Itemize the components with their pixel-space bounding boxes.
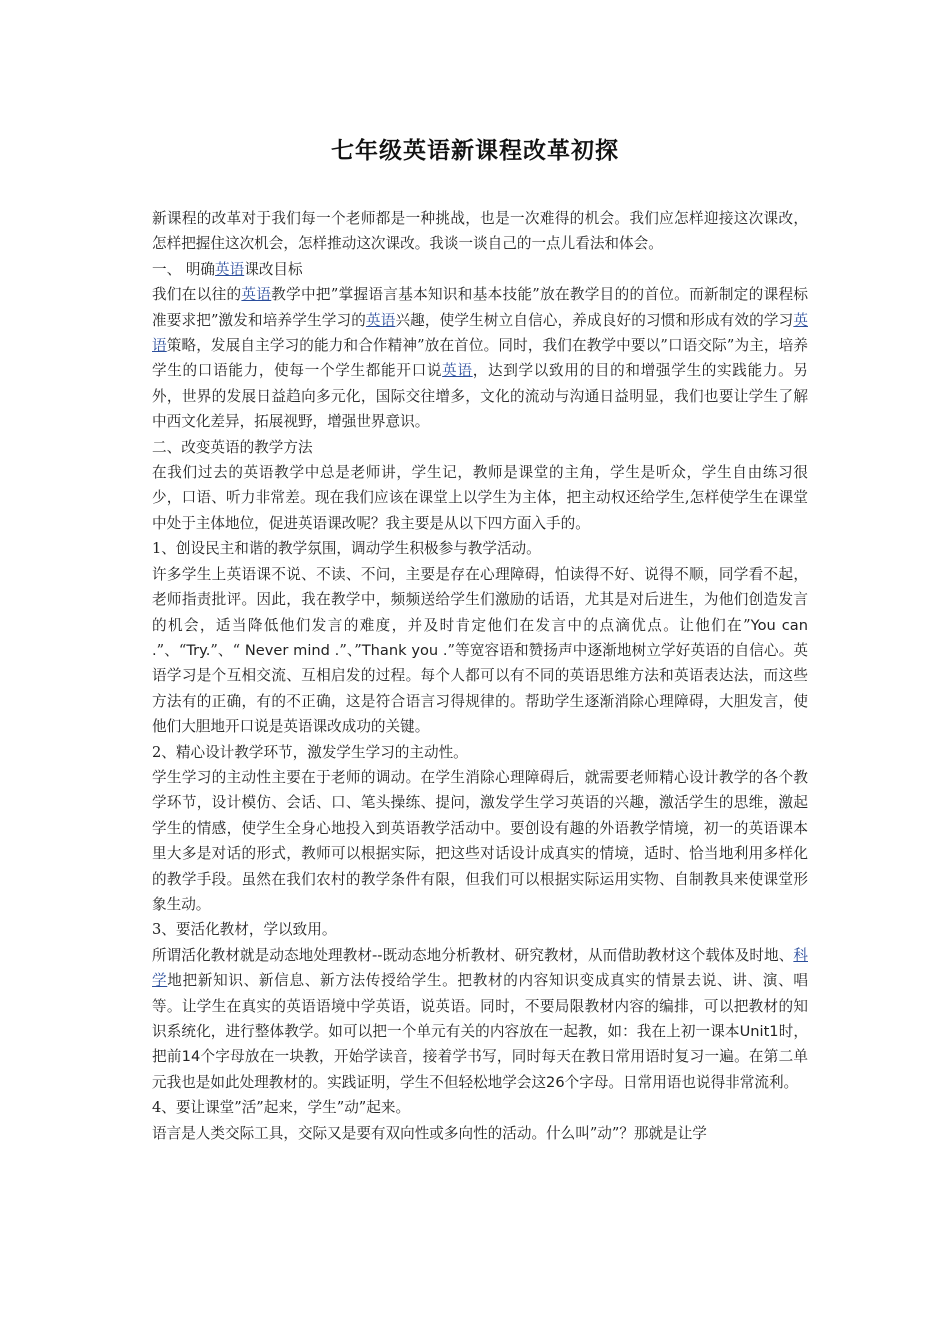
paragraph-atmosphere: [152, 562, 808, 740]
subheading-1: 1、创设民主和谐的教学氛围，调动学生积极参与教学活动。: [152, 540, 541, 558]
text-span: 兴趣，使学生树立自信心，养成良好的习惯和形成有效的学习: [395, 311, 794, 329]
link-english[interactable]: 英语: [365, 311, 396, 329]
section-heading-2: 二、改变英语的教学方法: [152, 438, 313, 456]
english-phrase: You can .: [152, 616, 809, 659]
paragraph-goals: [152, 282, 808, 434]
text-span: 策略，发展自主学习的能力和合作精神”放在首位。同时，我们在教学中要以”口语交际”为主，培养学生的口语能力，使每一个学生都能开口说: [152, 337, 808, 380]
english-phrase: Thank you .: [361, 641, 448, 659]
subheading-2: 2、精心设计教学环节，激发学生学习的主动性。: [152, 743, 468, 761]
link-english[interactable]: 英语: [442, 362, 473, 380]
text-span: ”、“: [210, 641, 245, 659]
link-english[interactable]: 英语: [152, 311, 808, 355]
number-text: 26: [546, 1073, 565, 1091]
text-span: ”、“: [156, 641, 187, 659]
section-heading-1: [152, 257, 808, 282]
section-heading-1-prefix: 一、 明确: [152, 260, 216, 278]
document-title: 七年级英语新课程改革初探: [331, 137, 619, 164]
number-text: 14: [181, 1048, 201, 1066]
text-span: 个字母。日常用语也说得非常流利。: [564, 1073, 799, 1091]
text-span: 时，把前: [152, 1023, 808, 1066]
text-span: 既动态地分析教材、研究教材，从而借助教材这个载体及时地、: [382, 946, 794, 964]
text-span: 许多学生上英语课不说、不读、不问，主要是存在心理障碍，怕读得不好、说得不顺，同学看不起，老师指责批评。因此，我在教学中，频频送给学生们激励的话语，尤其是对后进生，为他们创造发言的机会，适当降低他们发言的难度，并及时肯定他们在发言中的点滴优点。让他们在”: [152, 565, 808, 634]
dash-text: --: [372, 946, 383, 964]
english-phrase: Unit1: [739, 1023, 779, 1040]
text-span: 个字母放在一块教，开始学读音，接着学书写，同时每天在教日常用语时复习一遍。在第二单元我也是如此处理教材的。实践证明，学生不但轻松地学会这: [152, 1048, 808, 1091]
link-english[interactable]: 英语: [215, 260, 245, 278]
subheading-3: 3、要活化教材，学以致用。: [152, 921, 337, 939]
paragraph-design: 学生学习的主动性主要在于老师的调动。在学生消除心理障碍后，就需要老师精心设计教学的各个教学环节，设计模仿、会话、口、笔头操练、提问，激发学生学习英语的兴趣，激活学生的思维，激起学生的情感，使学生全身心地投入到英语教学活动中。要创设有趣的外语教学情境，初一的英语课本里大多是对话的形式，教师可以根据实际，把这些对话设计成真实的情境，适时、恰当地利用多样化的教学手段。虽然在我们农村的教学条件有限，但我们可以根据实际运用实物、自制教具来使课堂形象生动。: [152, 768, 808, 913]
paragraph-materials: [152, 943, 808, 1095]
english-phrase: Never mind .: [244, 641, 340, 659]
text-span: 地把新知识、新信息、新方法传授给学生。把教材的内容知识变成真实的情景去说、讲、演、唱等。让学生在真实的英语语境中学英语，说英语。同时，不要局限教材内容的编排，可以把教材的知识系统化，进行整体教学。如可以把一个单元有关的内容放在一起教，如：我在上初一课本: [152, 972, 808, 1040]
text-span: 教学中把”掌握语言基本知识和基本技能”放在教学目的的首位。而新制定的课程标准要求把”激发和培养学生学习的: [152, 286, 808, 329]
text-span: ，达到学以致用的目的和增强学生的实践能力。另外，世界的发展日益趋向多元化，国际交往增多，文化的流动与沟通日益明显，我们也要让学生了解中西文化差异，拓展视野，增强世界意识。: [152, 362, 808, 431]
section-heading-1-suffix: 课改目标: [244, 260, 303, 278]
document-body: [152, 206, 808, 1146]
text-span: ”、”: [339, 641, 362, 659]
intro-paragraph: 新课程的改革对于我们每一个老师都是一种挑战，也是一次难得的机会。我们应怎样迎接这次课改，怎样把握住这次机会，怎样推动这次课改。我谈一谈自己的一点儿看法和体会。: [152, 210, 808, 253]
link-english[interactable]: 英语: [241, 286, 272, 304]
text-span: 我们在以往的: [152, 286, 242, 304]
link-science[interactable]: 科学: [152, 946, 808, 990]
paragraph-active-class: 语言是人类交际工具，交际又是要有双向性或多向性的活动。什么叫”动”？那就是让学: [152, 1124, 707, 1142]
text-span: ”等宽容语和赞扬声中逐渐地树立学好英语的自信心。英语学习是个互相交流、互相启发的过程。每个人都可以有不同的英语思维方法和英语表达法，而这些方法有的正确，有的不正确，这是符合语言习得规律的。帮助学生逐渐消除心理障碍，大胆发言，使他们大胆地开口说是英语课改成功的关键。: [152, 641, 809, 736]
english-phrase: Try.: [186, 641, 211, 659]
text-span: 所谓活化教材就是动态地处理教材: [152, 946, 373, 964]
subheading-4: 4、要让课堂”活”起来，学生”动”起来。: [152, 1099, 411, 1117]
paragraph-methods: 在我们过去的英语教学中总是老师讲，学生记，教师是课堂的主角，学生是听众，学生自由练习很少，口语、听力非常差。现在我们应该在课堂上以学生为主体，把主动权还给学生,怎样使学生在课堂中处于主体地位，促进英语课改呢？我主要是从以下四方面入手的。: [152, 464, 808, 532]
